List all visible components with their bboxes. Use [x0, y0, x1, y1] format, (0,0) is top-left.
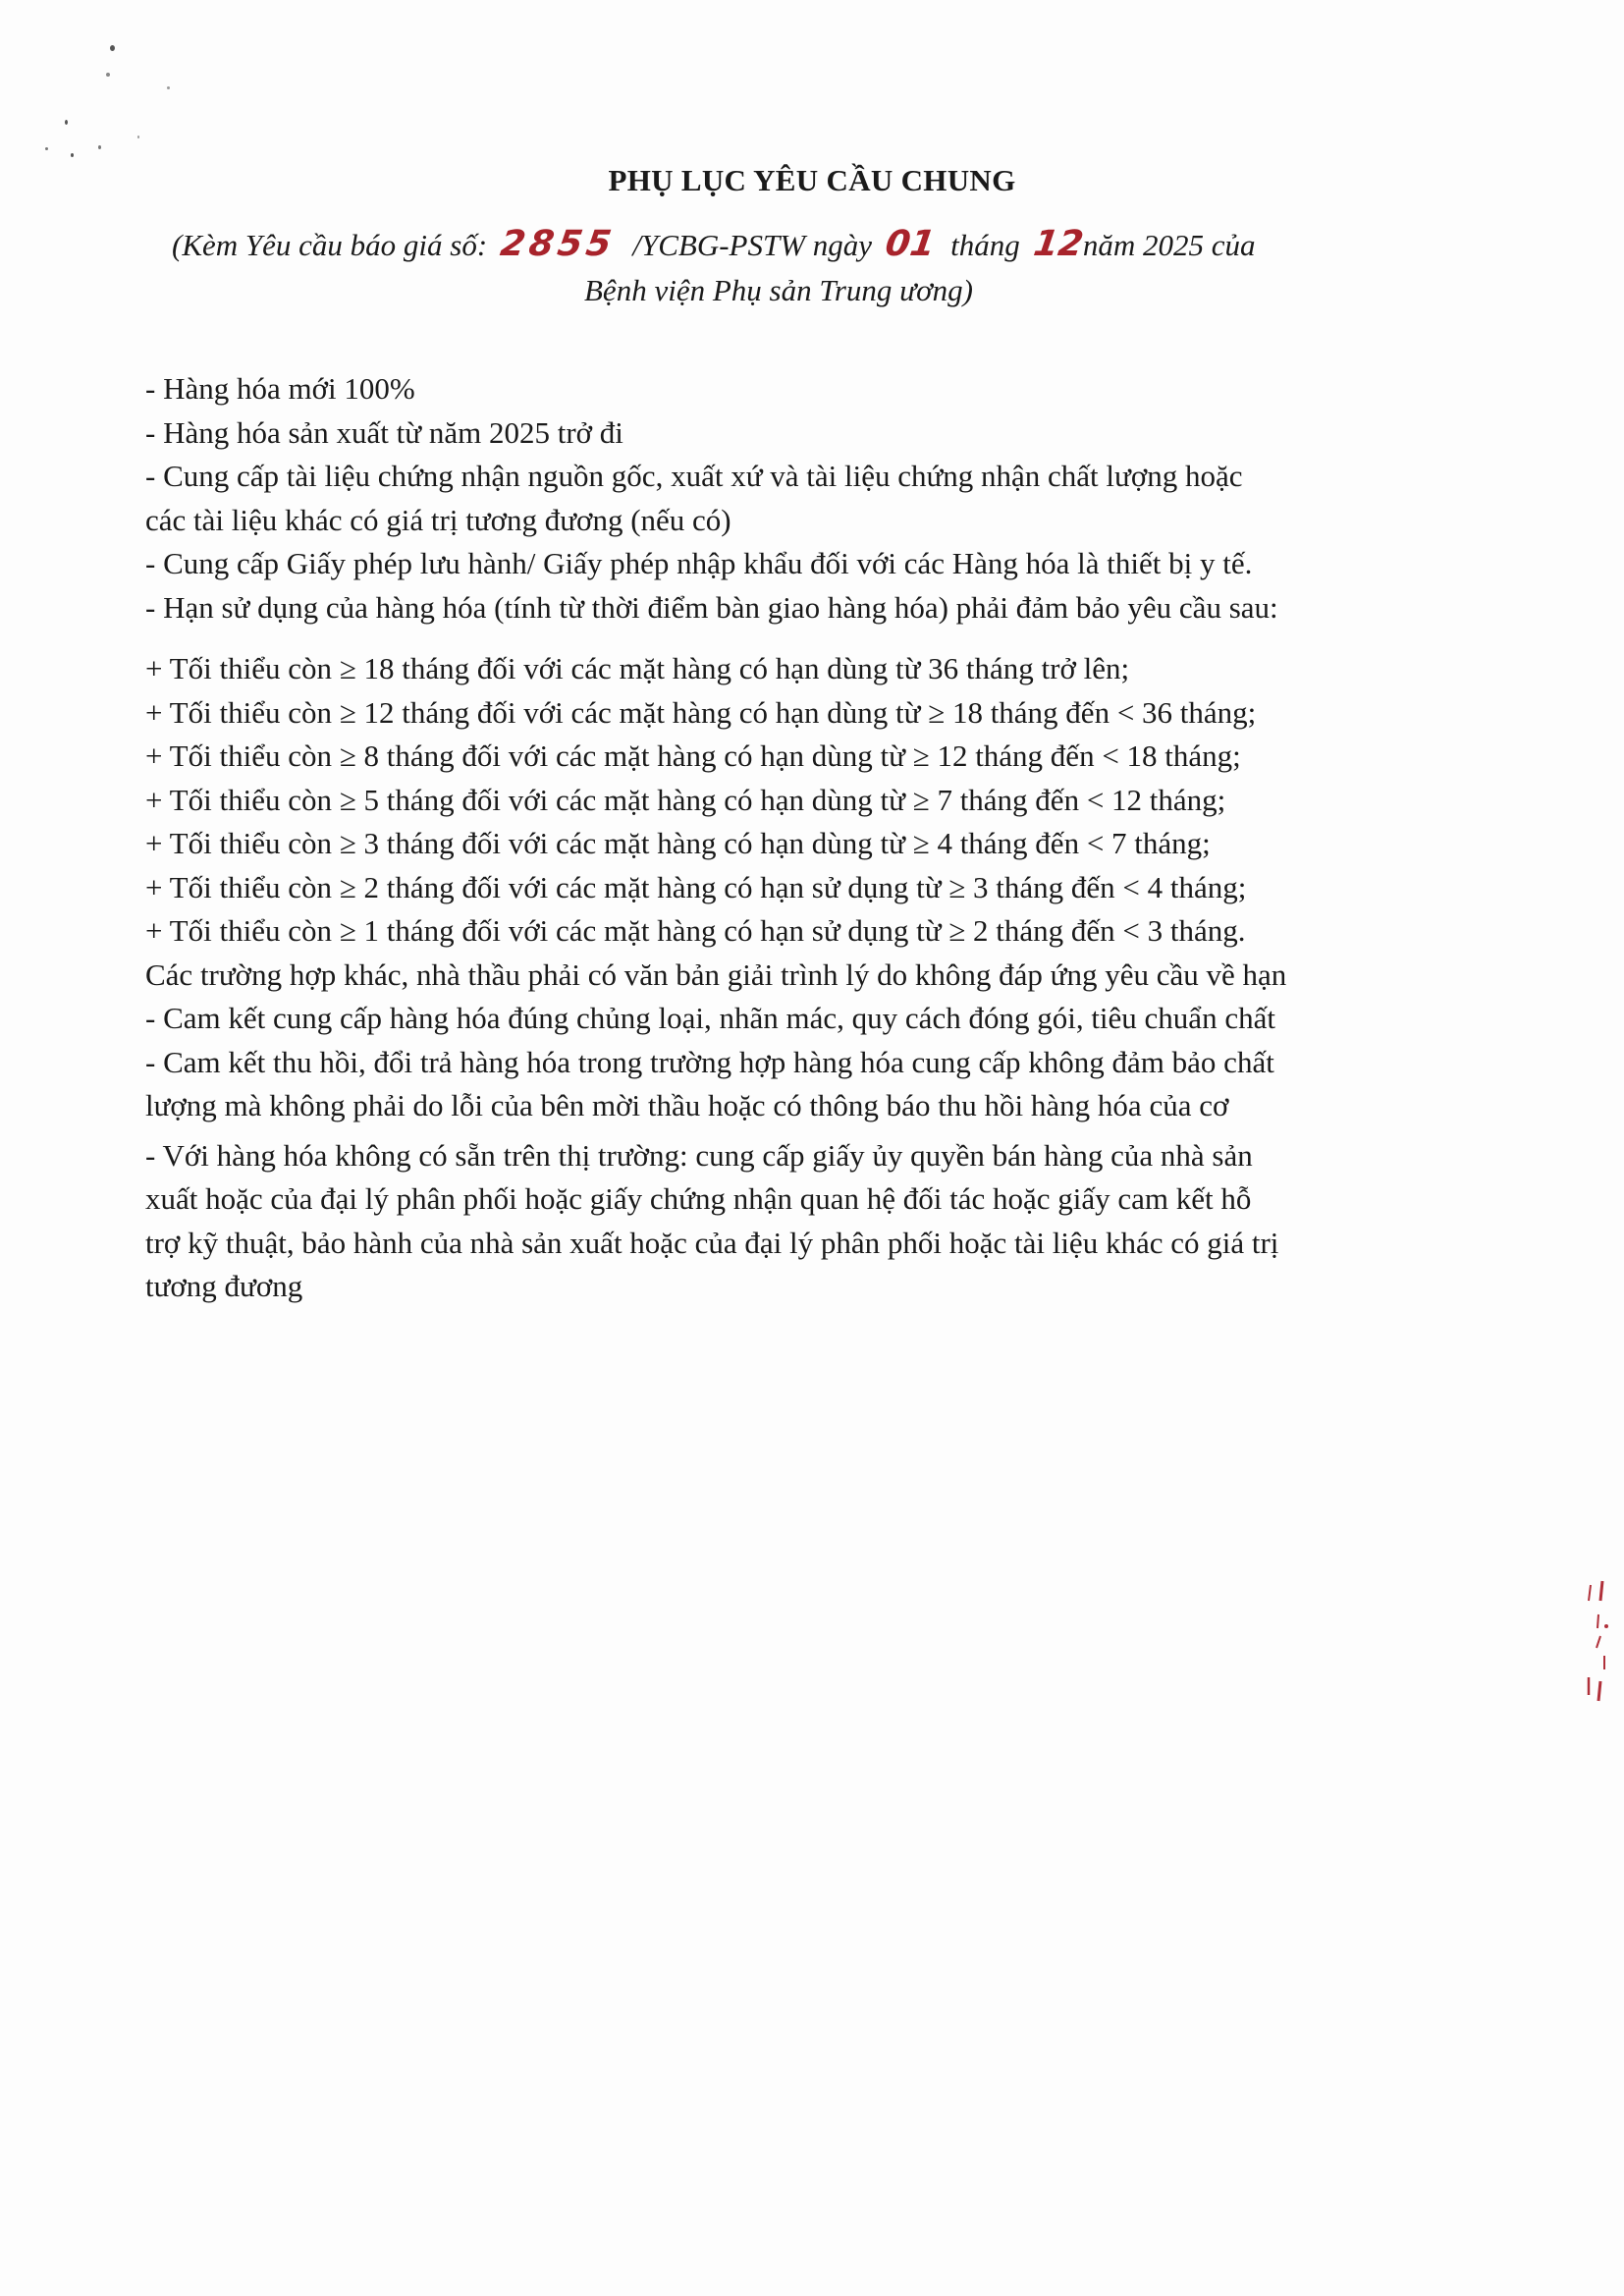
subtitle-year-suffix: năm 2025 của	[1082, 228, 1256, 262]
scan-speck	[71, 153, 74, 157]
handwritten-day: 01	[883, 224, 939, 264]
scan-speck	[98, 145, 101, 149]
partial-stamp-mark	[1583, 1579, 1612, 1707]
subtitle-hospital-line: Bệnh viện Phụ sản Trung ương)	[584, 273, 973, 307]
body-line: xuất hoặc của đại lý phân phối hoặc giấy chứng nhận quan hệ đối tác hoặc giấy cam kết hỗ	[145, 1181, 1252, 1216]
body-line: - Cung cấp tài liệu chứng nhận nguồn gốc, xuất xứ và tài liệu chứng nhận chất lượng hoặc	[145, 459, 1243, 493]
body-line: tương đương	[145, 1269, 303, 1303]
subtitle-reference-line	[172, 224, 1256, 264]
body-line: - Hạn sử dụng của hàng hóa (tính từ thời điểm bàn giao hàng hóa) phải đảm bảo yêu cầu sau:	[145, 589, 1278, 625]
subtitle-doc-code: /YCBG-PSTW ngày	[632, 228, 873, 262]
body-line: - Hàng hóa mới 100%	[145, 371, 415, 406]
handwritten-month: 12	[1030, 224, 1086, 264]
handwritten-request-number: 2855	[498, 224, 619, 264]
scan-speck	[167, 86, 170, 89]
scan-speck	[65, 120, 68, 125]
scan-speck	[45, 147, 48, 150]
body-line: + Tối thiểu còn ≥ 8 tháng đối với các mặt hàng có hạn dùng từ ≥ 12 tháng đến < 18 tháng;	[145, 738, 1241, 773]
body-line: + Tối thiểu còn ≥ 18 tháng đối với các mặt hàng có hạn dùng từ 36 tháng trở lên;	[145, 651, 1130, 685]
document-title: PHỤ LỤC YÊU CẦU CHUNG	[608, 163, 1016, 197]
body-line: + Tối thiểu còn ≥ 3 tháng đối với các mặt hàng có hạn dùng từ ≥ 4 tháng đến < 7 tháng;	[145, 826, 1211, 860]
body-line: lượng mà không phải do lỗi của bên mời thầu hoặc có thông báo thu hồi hàng hóa của cơ	[145, 1088, 1229, 1122]
body-line: + Tối thiểu còn ≥ 5 tháng đối với các mặt hàng có hạn dùng từ ≥ 7 tháng đến < 12 tháng;	[145, 782, 1226, 817]
body-line: Các trường hợp khác, nhà thầu phải có văn bản giải trình lý do không đáp ứng yêu cầu về hạn	[145, 957, 1287, 992]
body-line: - Hàng hóa sản xuất từ năm 2025 trở đi	[145, 414, 623, 450]
scan-speck	[137, 136, 139, 138]
body-line: - Với hàng hóa không có sẵn trên thị trường: cung cấp giấy ủy quyền bán hàng của nhà sản	[145, 1137, 1253, 1173]
requirements-body	[145, 367, 1481, 1309]
body-line: - Cam kết cung cấp hàng hóa đúng chủng loại, nhãn mác, quy cách đóng gói, tiêu chuẩn chất	[145, 1001, 1275, 1035]
body-line: trợ kỹ thuật, bảo hành của nhà sản xuất hoặc của đại lý phân phối hoặc tài liệu khác có giá trị	[145, 1225, 1279, 1260]
body-line: - Cung cấp Giấy phép lưu hành/ Giấy phép nhập khẩu đối với các Hàng hóa là thiết bị y tế.	[145, 546, 1253, 580]
scan-speck	[110, 45, 115, 51]
subtitle-month-label: tháng	[950, 228, 1020, 262]
body-line: + Tối thiểu còn ≥ 1 tháng đối với các mặt hàng có hạn sử dụng từ ≥ 2 tháng đến < 3 tháng.	[145, 913, 1246, 948]
body-line: - Cam kết thu hồi, đổi trả hàng hóa trong trường hợp hàng hóa cung cấp không đảm bảo chất	[145, 1044, 1274, 1079]
scan-speck	[106, 73, 110, 77]
body-line: các tài liệu khác có giá trị tương đương (nếu có)	[145, 502, 731, 537]
body-line: + Tối thiểu còn ≥ 2 tháng đối với các mặt hàng có hạn sử dụng từ ≥ 3 tháng đến < 4 tháng;	[145, 869, 1247, 904]
subtitle-prefix: (Kèm Yêu cầu báo giá số:	[172, 228, 488, 262]
body-line: + Tối thiểu còn ≥ 12 tháng đối với các mặt hàng có hạn dùng từ ≥ 18 tháng đến < 36 tháng;	[145, 694, 1257, 730]
